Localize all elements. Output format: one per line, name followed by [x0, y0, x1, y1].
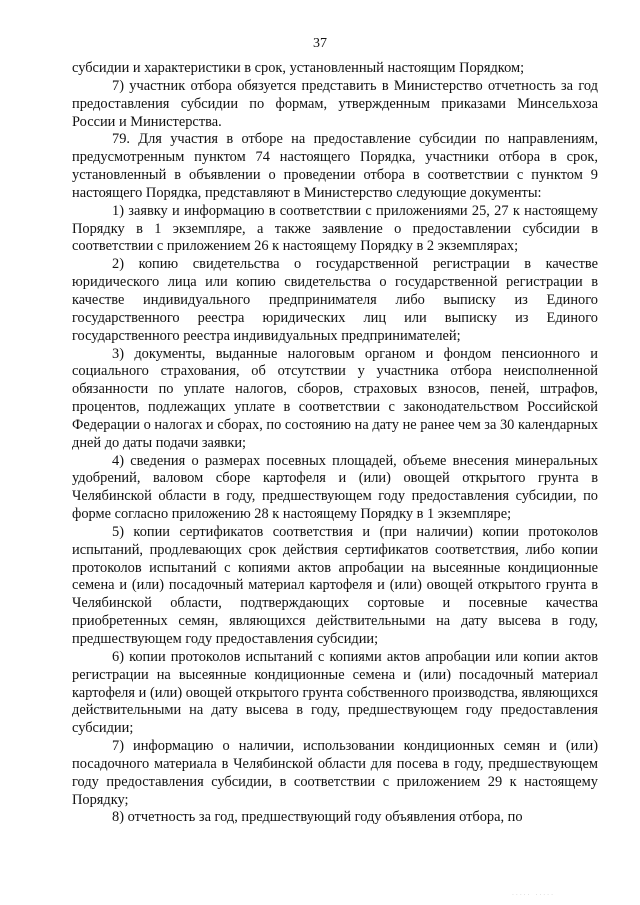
paragraph: 4) сведения о размерах посевных площадей, объеме внесения минеральных удобрений, валовом сборе картофеля и (или) овощей открытого грунта в Челябинской области в году, предшествующем году предоставления субсидии, по форме согласно приложению 28 к настоящему Порядку в 1 экземпляре;: [72, 452, 598, 523]
paragraph: субсидии и характеристики в срок, установленный настоящим Порядком;: [72, 60, 525, 76]
paragraph: 7) участник отбора обязуется представить в Министерство отчетность за год предоставления субсидии по формам, утвержденным приказами Минсельхоза России и Министерства.: [72, 77, 598, 130]
paragraph: 6) копии протоколов испытаний с копиями актов апробации или копии актов регистрации на высеянные кондиционные семена и (или) посадочный материал картофеля и (или) овощей открытого грунта собственного производства, являющихся действительными на дату высева в году, предшествующем году предоставления субсидии;: [72, 648, 598, 737]
paragraph: 79. Для участия в отборе на предоставление субсидии по направлениям, предусмотренным пунктом 74 настоящего Порядка, участники отбора в срок, установленный в объявлении о проведении отбора в соответствии с пунктом 9 настоящего Порядка, представляют в Министерство следующие документы:: [72, 131, 598, 201]
paragraph: 7) информацию о наличии, использовании кондиционных семян и (или) посадочного материала в Челябинской области для посева в году, предшествующем году предоставления субсидии, в соответствии с приложением 29 к настоящему Порядку;: [72, 738, 598, 808]
paragraph: 2) копию свидетельства о государственной регистрации в качестве юридического лица или копию свидетельства о государственной регистрации в качестве индивидуального предпринимателя либо выписку из Единого государственного реестра юридических лиц или выписку из Единого государственного реестра индивидуальных предпринимателей;: [72, 256, 598, 344]
page-number: 37: [313, 36, 327, 51]
paragraph: 3) документы, выданные налоговым органом и фондом пенсионного и социального страхования, об отсутствии у участника отбора неисполненной обязанности по уплате налогов, сборов, страховых взносов, пеней, штрафов, процентов, подлежащих уплате в соответствии с законодательством Российской Федерации о налогах и сборах, по состоянию на дату не ранее чем за 30 календарных дней до даты подачи заявки;: [72, 345, 598, 451]
paragraph: 5) копии сертификатов соответствия и (при наличии) копии протоколов испытаний, продлевающих срок действия сертификатов соответствия, либо копии протоколов испытаний с копиями актов апробации на высеянные кондиционные семена и (или) посадочный материал картофеля и (или) овощей открытого грунта в Челябинской области, подтверждающих сортовые и посевные качества приобретенных семян, являющихся действительными на дату высева в году, предшествующем году предоставления субсидии;: [72, 523, 598, 647]
scan-artifact-dots: ····· ·····: [512, 892, 555, 899]
paragraph: 1) заявку и информацию в соответствии с приложениями 25, 27 к настоящему Порядку в 1 экземпляре, а также заявление о предоставлении субсидии в соответствии с приложением 26 к настоящему Порядку в 2 экземплярах;: [72, 202, 598, 255]
paragraph: 8) отчетность за год, предшествующий году объявления отбора, по: [112, 809, 523, 826]
document-body: [72, 60, 598, 827]
